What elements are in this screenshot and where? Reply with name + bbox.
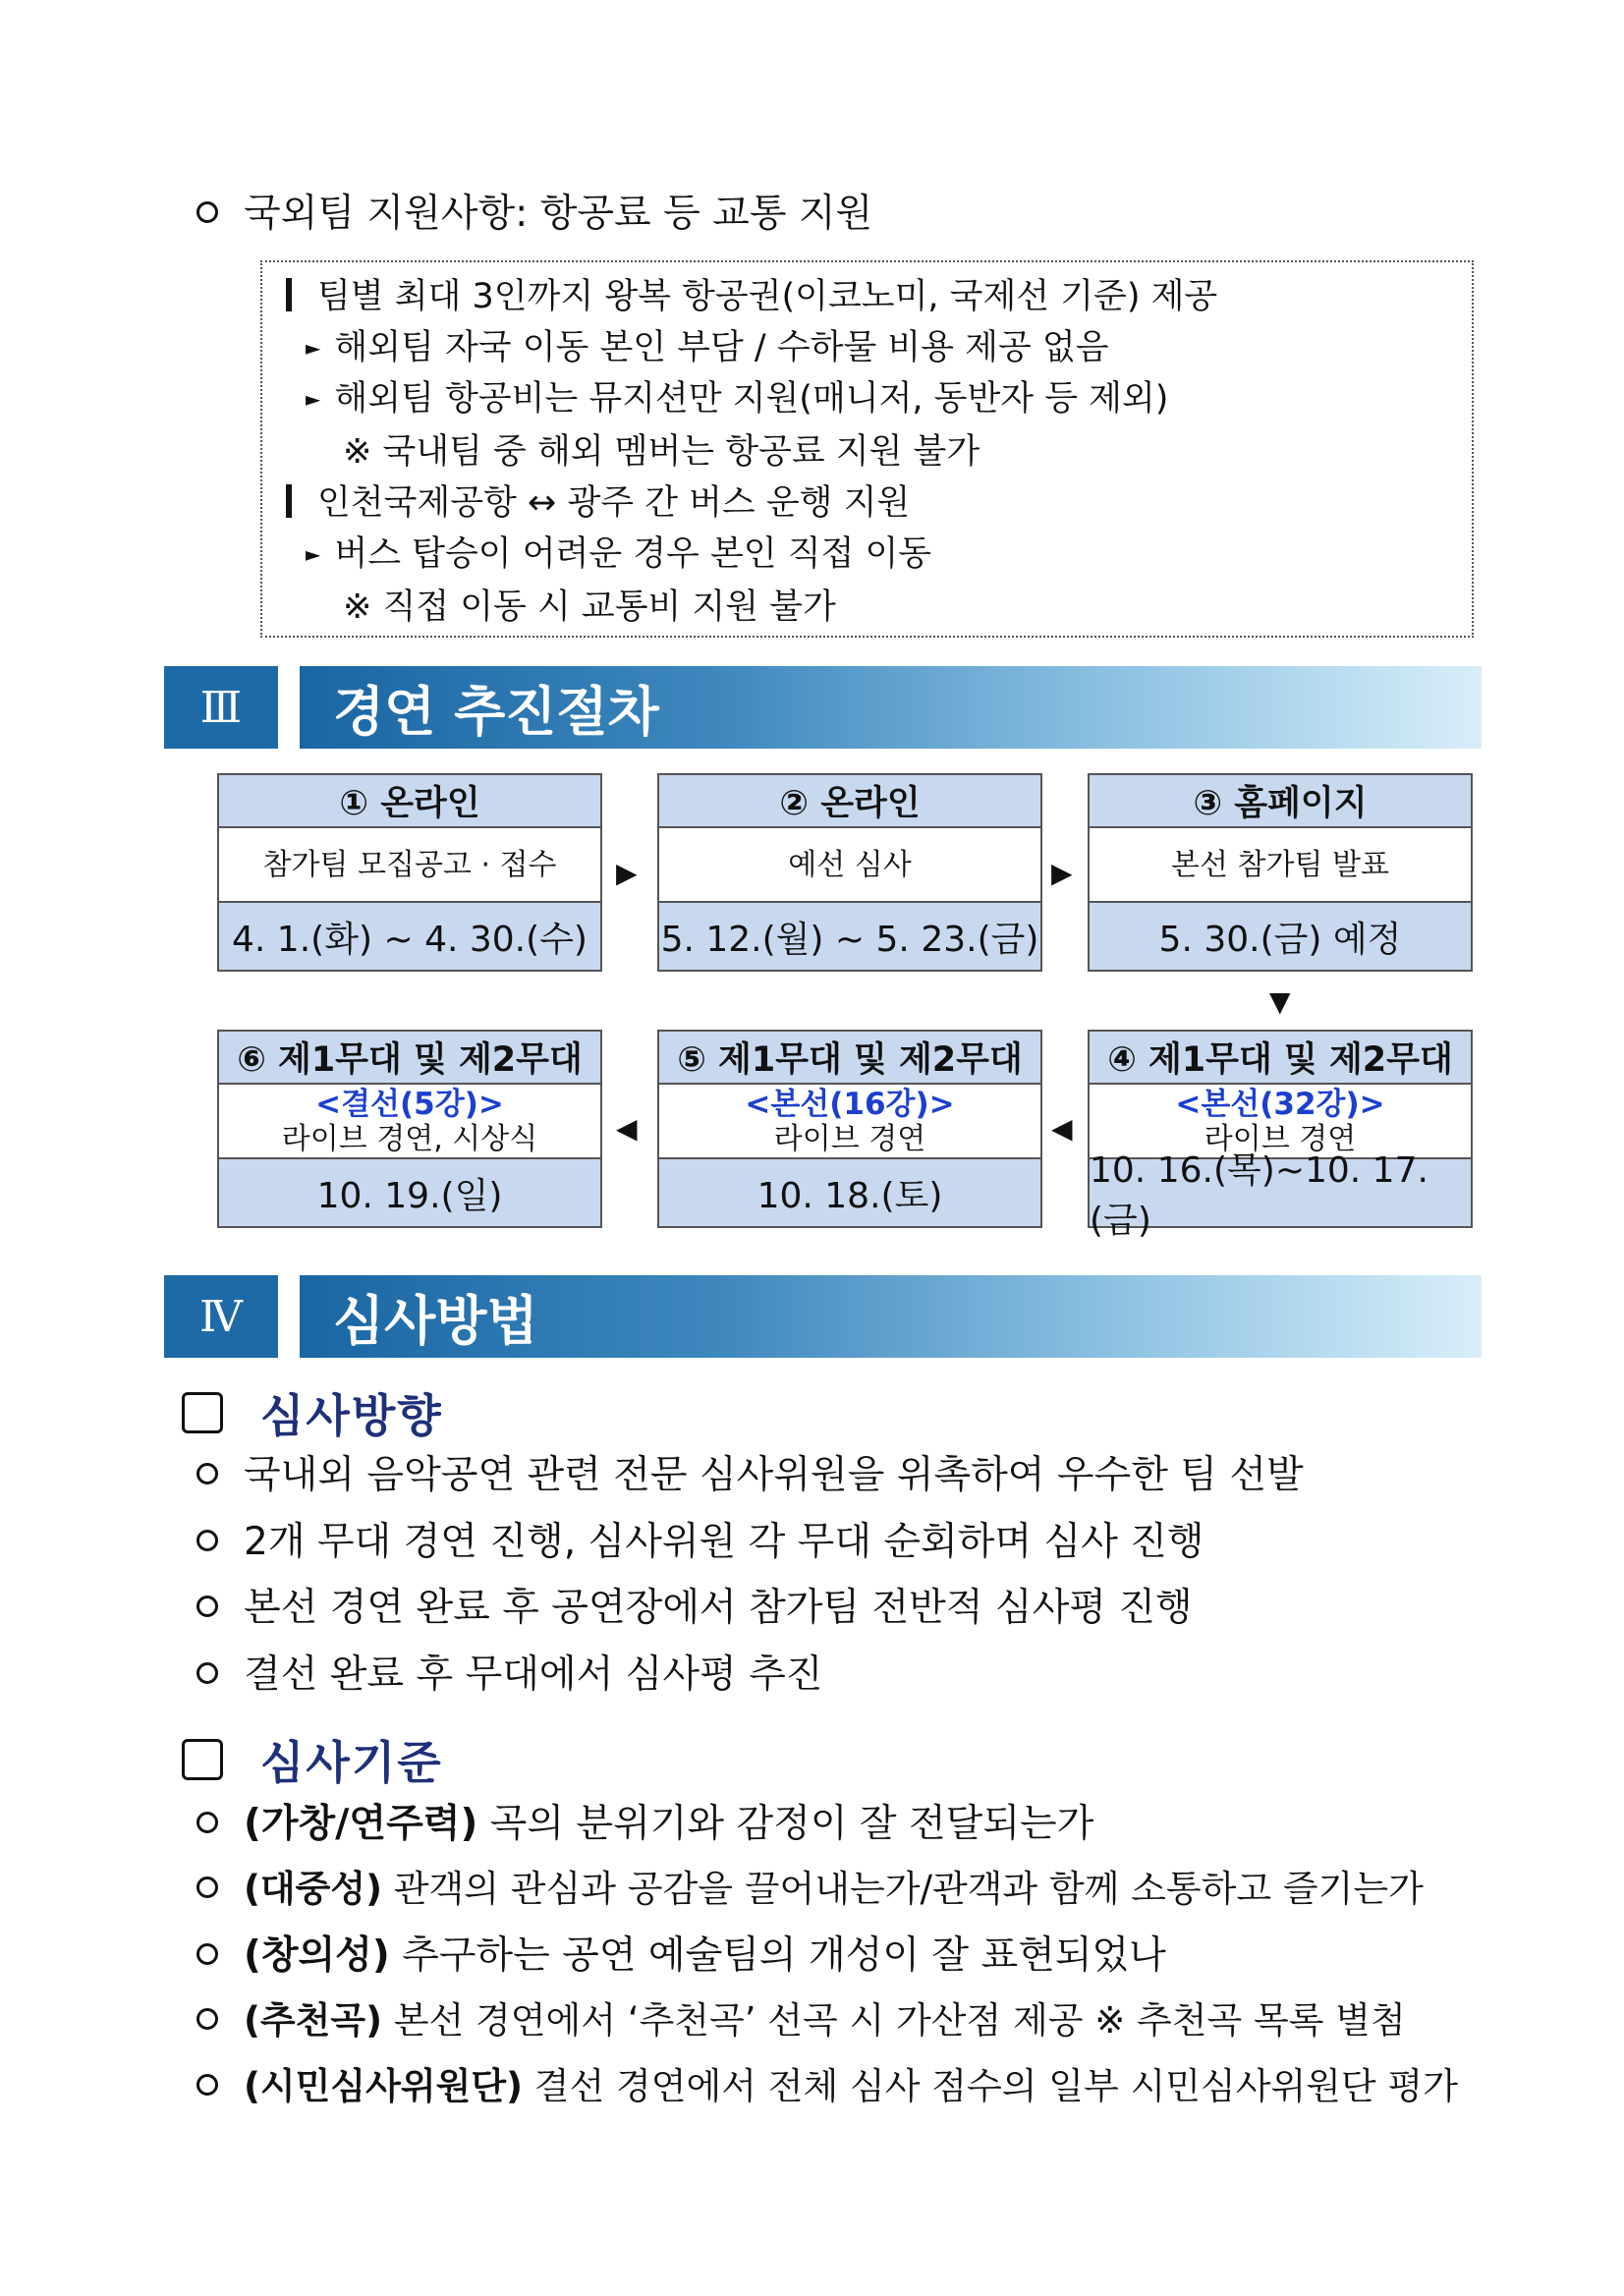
support-item: ► 해외팀 항공비는 뮤지션만 지원(매니저, 동반자 등 제외) <box>306 379 1169 419</box>
flow-step-6 <box>217 1030 602 1228</box>
direction-heading: 심사방향 <box>182 1380 443 1445</box>
flow-step-body: 예선 심사 <box>788 847 912 882</box>
section-4-title: 심사방법 <box>300 1275 1482 1358</box>
flow-step-header: ① 온라인 <box>219 775 600 828</box>
circle-bullet-icon <box>196 201 218 223</box>
arrow-right-icon: ▶ <box>616 857 638 889</box>
support-item: 인천국제공항 ↔ 광주 간 버스 운행 지원 <box>286 486 910 521</box>
support-note: ※ 국내팀 중 해외 멤버는 항공료 지원 불가 <box>343 432 980 472</box>
circle-bullet-icon <box>196 1943 218 1965</box>
triangle-bullet-icon: ► <box>306 387 321 411</box>
criteria-item: (추천곡) 본선 경연에서 ‘추천곡’ 선곡 시 가산점 제공 ※ 추천곡 목록 별첨 <box>196 2002 1406 2039</box>
flow-step-1 <box>217 773 602 972</box>
section-4-number: Ⅳ <box>164 1275 278 1358</box>
criteria-item: (대중성) 관객의 관심과 공감을 끌어내는가/관객과 함께 소통하고 즐기는가 <box>196 1871 1424 1907</box>
flow-step-date: 5. 30.(금) 예정 <box>1090 901 1471 970</box>
flow-step-4 <box>1088 1030 1473 1241</box>
triangle-bullet-icon: ► <box>306 542 321 566</box>
circle-bullet-icon <box>196 1596 218 1617</box>
flow-step-body: <결선(5강)> 라이브 경연, 시상식 <box>281 1086 538 1156</box>
criteria-item: (시민심사위원단) 결선 경연에서 전체 심사 점수의 일부 시민심사위원단 평가 <box>196 2068 1458 2104</box>
flow-step-header: ⑥ 제1무대 및 제2무대 <box>219 1032 600 1085</box>
criteria-item: (창의성) 추구하는 공연 예술팀의 개성이 잘 표현되었나 <box>196 1936 1166 1975</box>
support-item: 팀별 최대 3인까지 왕복 항공권(이코노미, 국제선 기준) 제공 <box>286 280 1217 314</box>
support-title <box>196 192 873 236</box>
circle-bullet-icon <box>196 2074 218 2096</box>
support-details-box <box>260 260 1474 638</box>
flow-step-header: ⑤ 제1무대 및 제2무대 <box>659 1032 1040 1085</box>
arrow-left-icon: ◀ <box>1051 1112 1073 1145</box>
circle-bullet-icon <box>196 2008 218 2030</box>
circle-bullet-icon <box>196 1463 218 1484</box>
flow-step-date: 4. 1.(화) ~ 4. 30.(수) <box>219 901 600 970</box>
direction-item: 결선 완료 후 무대에서 심사평 추진 <box>196 1655 822 1694</box>
section-3-title: 경연 추진절차 <box>300 666 1482 749</box>
checkbox-square-icon <box>182 1739 223 1780</box>
checkbox-square-icon <box>182 1392 223 1433</box>
bar-bullet-icon <box>286 278 292 311</box>
support-title-text: 국외팀 지원사항: 항공료 등 교통 지원 <box>244 192 873 236</box>
section-3-number: Ⅲ <box>164 666 278 749</box>
support-item: ► 버스 탑승이 어려운 경우 본인 직접 이동 <box>306 534 932 574</box>
bar-bullet-icon <box>286 484 292 518</box>
circle-bullet-icon <box>196 1530 218 1551</box>
flow-step-5 <box>657 1030 1042 1228</box>
direction-item: 국내외 음악공연 관련 전문 심사위원을 위촉하여 우수한 팀 선발 <box>196 1456 1304 1494</box>
flow-step-2 <box>657 773 1042 972</box>
flow-step-body: <본선(16강)> 라이브 경연 <box>745 1086 955 1156</box>
flow-step-3 <box>1088 773 1473 972</box>
triangle-bullet-icon: ► <box>306 336 321 360</box>
flow-step-date: 10. 16.(목)~10. 17.(금) <box>1090 1157 1471 1226</box>
support-note: ※ 직접 이동 시 교통비 지원 불가 <box>343 588 836 627</box>
direction-item: 본선 경연 완료 후 공연장에서 참가팀 전반적 심사평 진행 <box>196 1589 1193 1627</box>
flow-step-body: 본선 참가팀 발표 <box>1171 847 1389 882</box>
flow-step-body: <본선(32강)> 라이브 경연 <box>1175 1086 1385 1156</box>
arrow-right-icon: ▶ <box>1051 857 1073 889</box>
flow-step-body: 참가팀 모집공고 · 접수 <box>262 847 557 882</box>
flow-step-date: 10. 19.(일) <box>219 1157 600 1226</box>
support-item: ► 해외팀 자국 이동 본인 부담 / 수하물 비용 제공 없음 <box>306 328 1109 367</box>
direction-item: 2개 무대 경연 진행, 심사위원 각 무대 순회하며 심사 진행 <box>196 1523 1204 1561</box>
criteria-heading: 심사기준 <box>182 1727 443 1792</box>
arrow-left-icon: ◀ <box>616 1112 638 1145</box>
flow-step-date: 5. 12.(월) ~ 5. 23.(금) <box>659 901 1040 970</box>
circle-bullet-icon <box>196 1876 218 1898</box>
flow-step-header: ② 온라인 <box>659 775 1040 828</box>
circle-bullet-icon <box>196 1812 218 1833</box>
arrow-down-icon: ▼ <box>1269 985 1291 1018</box>
criteria-item: (가창/연주력) 곡의 분위기와 감정이 잘 전달되는가 <box>196 1805 1093 1843</box>
flow-step-header: ④ 제1무대 및 제2무대 <box>1090 1032 1471 1085</box>
flow-step-date: 10. 18.(토) <box>659 1157 1040 1226</box>
flow-step-header: ③ 홈페이지 <box>1090 775 1471 828</box>
circle-bullet-icon <box>196 1662 218 1684</box>
